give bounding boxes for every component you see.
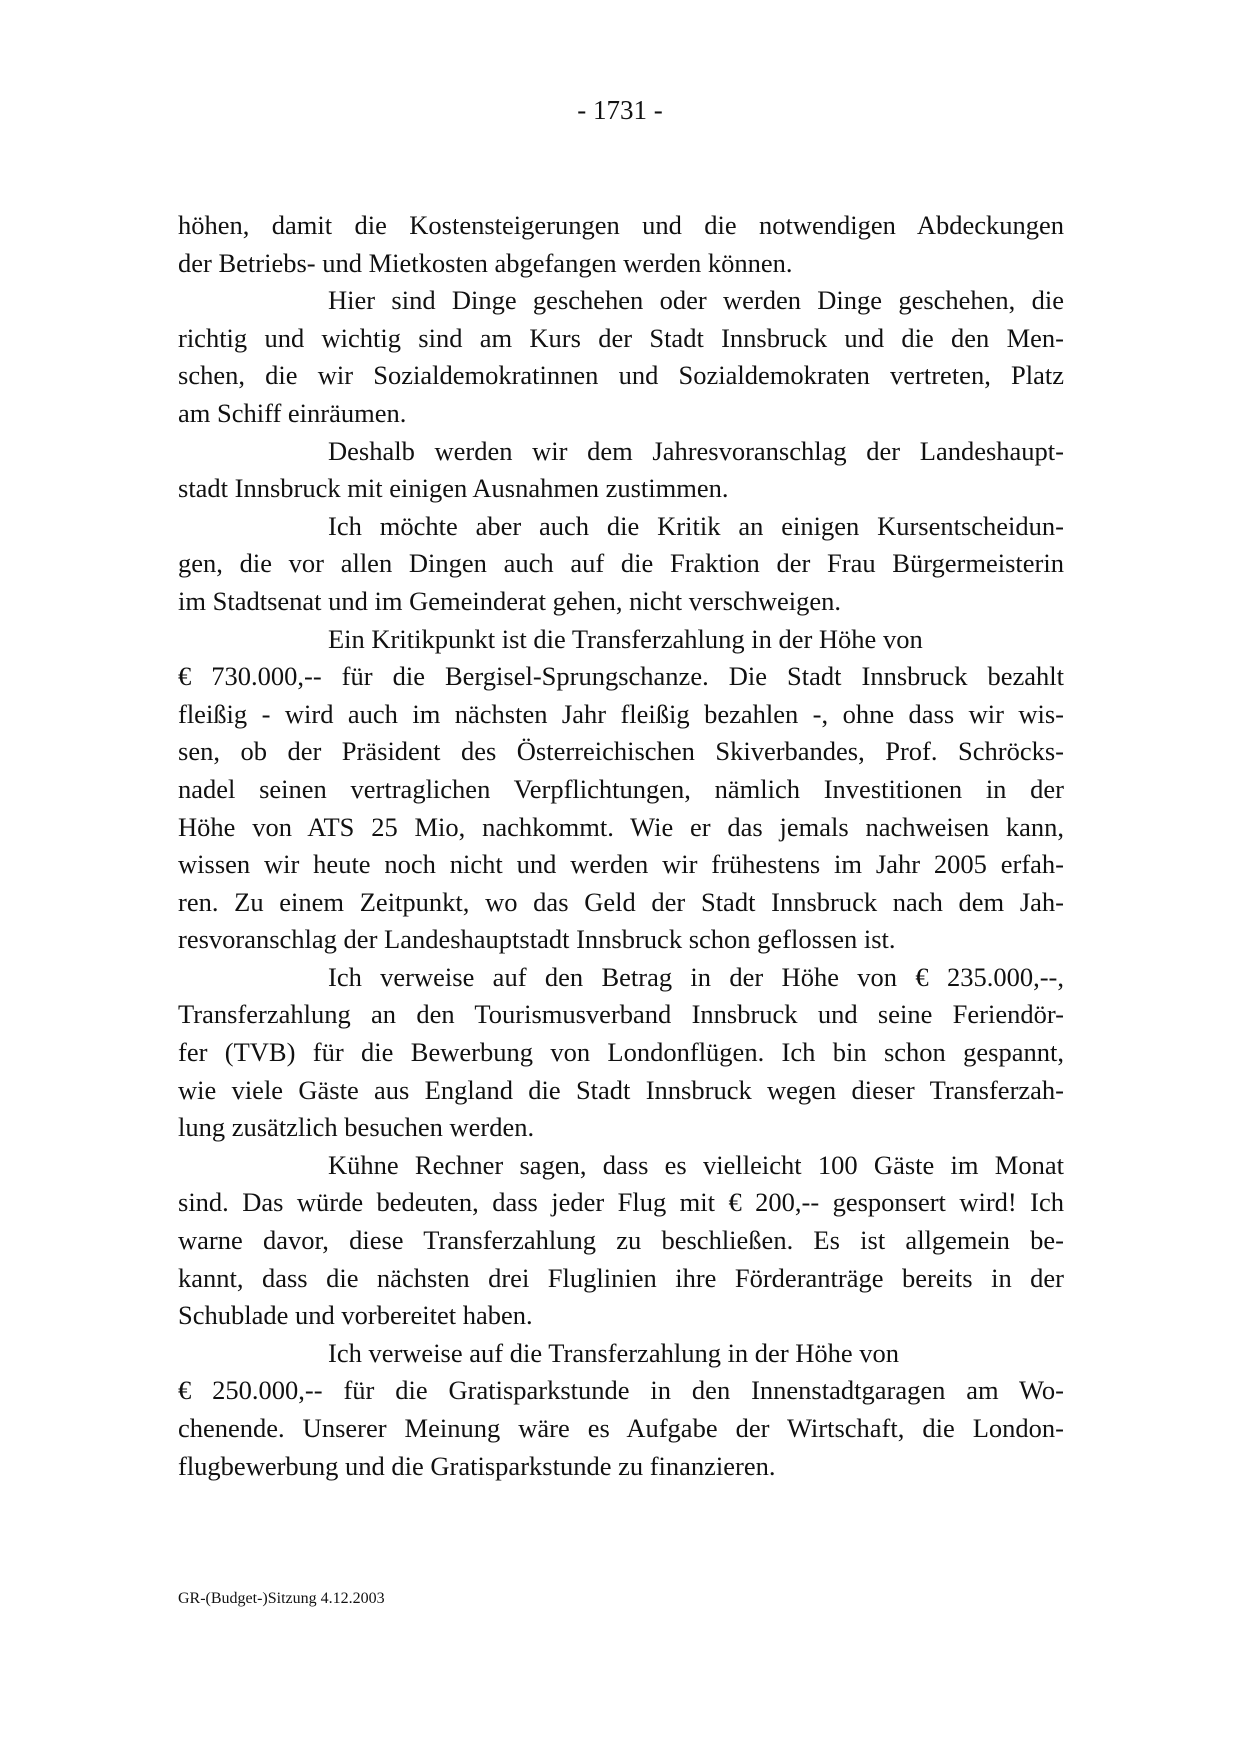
text-line: sen, ob der Präsident des Österreichischen Skiverbandes, Prof. Schröcks-	[178, 736, 1064, 767]
paragraph	[178, 1335, 1064, 1485]
text-line: resvoranschlag der Landeshauptstadt Innsbruck schon geflossen ist.	[178, 924, 896, 955]
text-line: € 250.000,-- für die Gratisparkstunde in den Innenstadtgaragen am Wo-	[178, 1375, 1064, 1406]
text-line: flugbewerbung und die Gratisparkstunde zu finanzieren.	[178, 1450, 776, 1481]
text-line: stadt Innsbruck mit einigen Ausnahmen zustimmen.	[178, 473, 729, 504]
text-line: Höhe von ATS 25 Mio, nachkommt. Wie er das jemals nachweisen kann,	[178, 811, 1064, 842]
text-line: im Stadtsenat und im Gemeinderat gehen, nicht verschweigen.	[178, 585, 842, 616]
text-line: fleißig - wird auch im nächsten Jahr fleißig bezahlen -, ohne dass wir wis-	[178, 698, 1064, 729]
paragraph	[178, 282, 1064, 432]
text-line: höhen, damit die Kostensteigerungen und die notwendigen Abdeckungen	[178, 210, 1064, 240]
text-line: der Betriebs- und Mietkosten abgefangen werden können.	[178, 247, 793, 278]
text-line: sind. Das würde bedeuten, dass jeder Flug mit € 200,-- gesponsert wird! Ich	[178, 1187, 1064, 1218]
text-line: wie viele Gäste aus England die Stadt Innsbruck wegen dieser Transferzah-	[178, 1074, 1064, 1105]
text-line: Schublade und vorbereitet haben.	[178, 1300, 533, 1331]
paragraph	[178, 207, 1064, 282]
text-line: Transferzahlung an den Tourismusverband Innsbruck und seine Feriendör-	[178, 999, 1064, 1030]
text-line: gen, die vor allen Dingen auch auf die Fraktion der Frau Bürgermeisterin	[178, 548, 1064, 579]
paragraph	[178, 508, 1064, 621]
paragraph	[178, 433, 1064, 508]
text-line: chenende. Unserer Meinung wäre es Aufgabe der Wirtschaft, die London-	[178, 1413, 1064, 1443]
text-line: fer (TVB) für die Bewerbung von Londonflügen. Ich bin schon gespannt,	[178, 1037, 1064, 1068]
text-line: Ich möchte aber auch die Kritik an einigen Kursentscheidun-	[328, 510, 1064, 541]
text-line: Ich verweise auf den Betrag in der Höhe von € 235.000,--,	[328, 961, 1064, 992]
text-line: am Schiff einräumen.	[178, 397, 407, 428]
page-number: - 1731 -	[577, 95, 663, 125]
text-line: wissen wir heute noch nicht und werden wir frühestens im Jahr 2005 erfah-	[178, 849, 1064, 880]
text-line: € 730.000,-- für die Bergisel-Sprungschanze. Die Stadt Innsbruck bezahlt	[178, 661, 1064, 692]
text-line: kannt, dass die nächsten drei Fluglinien ihre Förderanträge bereits in der	[178, 1262, 1064, 1293]
text-line: Kühne Rechner sagen, dass es vielleicht 100 Gäste im Monat	[328, 1149, 1064, 1180]
text-line: Ein Kritikpunkt ist die Transferzahlung in der Höhe von	[328, 623, 923, 654]
text-line: schen, die wir Sozialdemokratinnen und Sozialdemokraten vertreten, Platz	[178, 360, 1064, 391]
text-line: lung zusätzlich besuchen werden.	[178, 1112, 535, 1143]
paragraph	[178, 959, 1064, 1147]
text-line: Ich verweise auf die Transferzahlung in der Höhe von	[328, 1337, 900, 1368]
text-line: ren. Zu einem Zeitpunkt, wo das Geld der Stadt Innsbruck nach dem Jah-	[178, 886, 1064, 917]
text-line: warne davor, diese Transferzahlung zu beschließen. Es ist allgemein be-	[178, 1225, 1064, 1256]
text-line: richtig und wichtig sind am Kurs der Stadt Innsbruck und die den Men-	[178, 322, 1064, 353]
text-line: nadel seinen vertraglichen Verpflichtungen, nämlich Investitionen in der	[178, 773, 1064, 804]
paragraph	[178, 621, 1064, 959]
text-line: Deshalb werden wir dem Jahresvoranschlag der Landeshaupt-	[328, 435, 1064, 466]
footer: GR-(Budget-)Sitzung 4.12.2003	[178, 1590, 385, 1607]
text-line: Hier sind Dinge geschehen oder werden Dinge geschehen, die	[328, 285, 1064, 316]
paragraph	[178, 1147, 1064, 1335]
body-text	[178, 207, 1064, 1485]
